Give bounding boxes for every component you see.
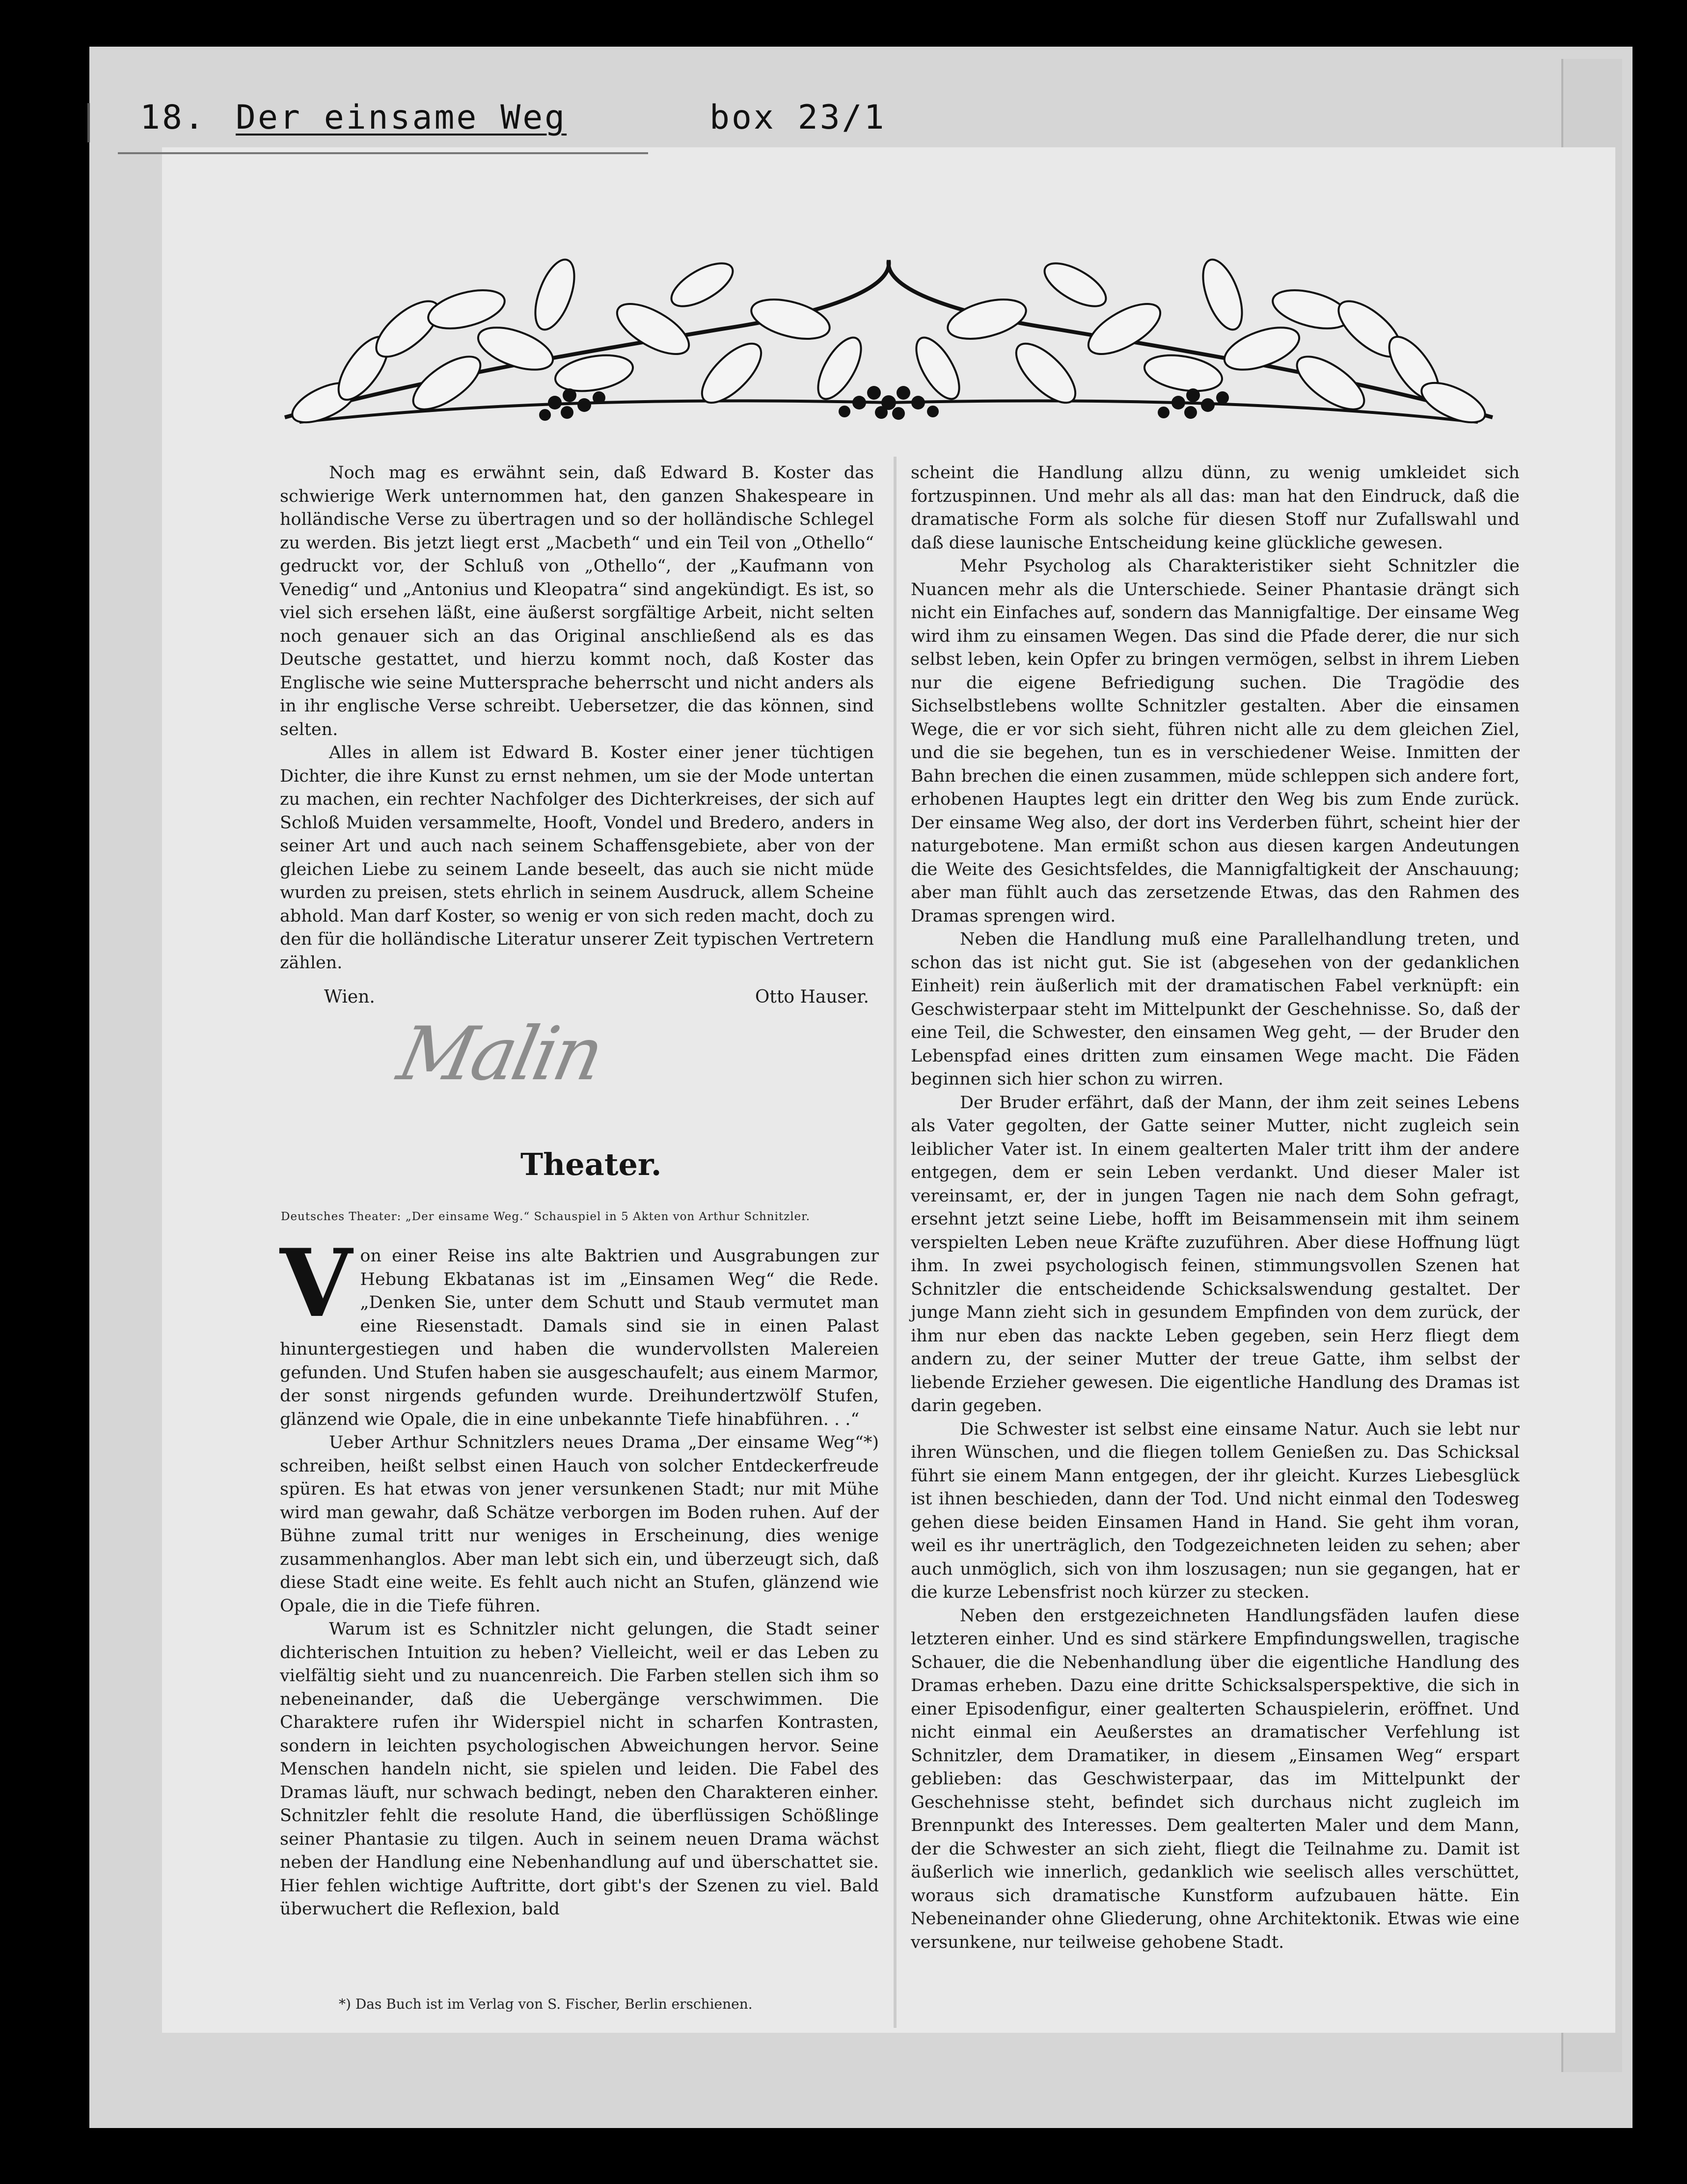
paragraph: Die Schwester ist selbst eine einsame Natur. Auch sie lebt nur ihren Wünschen, und die fliegen tollem Genießen zu. Das Schicksal führt sie einem Mann entgegen, der ihr gleicht. Kurzes Liebesglück ist ihnen beschieden, dann der Tod. Und nicht einmal den Todesweg gehen diese beiden Einsamen Hand in Hand. Sie geht ihm voran, weil es ihr unerträglich, den Todgezeichneten leiden zu sehen; aber auch unmöglich, sich von ihm loszusagen; nun sie gegangen, hat er die kurze Lebensfrist noch kürzer zu stecken. [911, 1419, 1520, 1602]
playbill-line: Deutsches Theater: „Der einsame Weg.“ Schauspiel in 5 Akten von Arthur Schnitzler. [281, 1210, 811, 1223]
archive-title: Der einsame Weg [236, 98, 567, 137]
left-column-top [280, 462, 874, 975]
opening-text: on einer Reise ins alte Baktrien und Ausgrabungen zur Hebung Ekbatanas ist im „Einsamen Weg“ die Rede. „Denken Sie, unter dem Schutt und Staub vermutet man eine Riesenstadt. Damals sind sie in einen Palast hinuntergestiegen und haben die wundervollsten Malereien gefunden. Und Stufen haben sie ausgeschaufelt; aus einem Marmor, der sonst nirgends gefunden wurde. Dreihundertzwölf Stufen, glänzend wie Opale, die in eine unbekannte Tiefe hinabführen. . .“ [280, 1246, 879, 1429]
paragraph: Noch mag es erwähnt sein, daß Edward B. Koster das schwierige Werk unternommen hat, den ganzen Shakespeare in holländische Verse zu übertragen und so der holländische Schlegel zu werden. Bis jetzt liegt erst „Macbeth“ und ein Teil von „Othello“ gedruckt vor, der Schluß von „Othello“, der „Kaufmann von Venedig“ und „Antonius und Kleopatra“ sind angekündigt. Es ist, so viel sich ersehen läßt, eine äußerst sorgfältige Arbeit, nicht selten noch genauer sich an das Original anschließend als es das Deutsche gestattet, und hierzu kommt noch, daß Koster das Englische wie seine Muttersprache beherrscht und nicht anders als in ihr englische Verse schreibt. Uebersetzer, die das können, sind selten. [280, 463, 874, 739]
section-heading: Theater. [520, 1147, 662, 1182]
paragraph: Alles in allem ist Edward B. Koster einer jener tüchtigen Dichter, die ihre Kunst zu ernst nehmen, um sie der Mode untertan zu machen, ein rechter Nachfolger des Dichterkreises, der sich auf Schloß Muiden versammelte, Hooft, Vondel und Bredero, anders in seiner Art und auch nach seinem Schaffensgebiete, aber von der gleichen Liebe zu seinem Lande beseelt, das auch sie nicht müde wurden zu preisen, stets ehrlich in seinem Ausdruck, allem Scheine abhold. Man darf Koster, so wenig er von sich reden macht, doch zu den für die holländische Literatur unserer Zeit typischen Vertretern zählen. [280, 743, 874, 973]
opening-paragraph [280, 1228, 879, 1431]
paragraph: scheint die Handlung allzu dünn, zu wenig umkleidet sich fortzuspinnen. Und mehr als all das: man hat den Eindruck, daß die dramatische Form als solche für diesen Stoff nur Zufallswahl und daß diese launische Entscheidung keine glückliche gewesen. [911, 463, 1520, 553]
dropcap: V [280, 1228, 353, 1338]
handwritten-note: Malin [391, 1011, 609, 1097]
label-rule [118, 152, 648, 154]
paragraph: Neben die Handlung muß eine Parallelhandlung treten, und schon das ist nicht gut. Sie ist (abgesehen von der gedanklichen Einheit) rein äußerlich mit der dramatischen Fabel verknüpft: ein Geschwisterpaar steht im Mittelpunkt der Geschehnisse. So, daß der eine Teil, die Schwester, den einsamen Weg geht, — der Bruder den Lebenspfad eines dritten zum einsamen Wege macht. Die Fäden beginnen sich hier schon zu wirren. [911, 929, 1520, 1089]
archive-number: 18. [140, 98, 206, 137]
paragraph: Der Bruder erfährt, daß der Mann, der ihm zeit seines Lebens als Vater gegolten, der Gatte seiner Mutter, nicht zugleich sein leiblicher Vater ist. In einem gealterten Maler tritt ihm der andere entgegen, dem er sein Leben verdankt. Und dieser Maler ist vereinsamt, er, der in jungen Tagen nie nach dem Sohn gefragt, ersehnt jetzt seine Liebe, hofft im Beisammensein mit ihm seinem verspielten Leben neue Kräfte zuzuführen. Aber diese Hoffnung lügt ihm. In zwei psychologisch feinen, stimmungsvollen Szenen hat Schnitzler die entscheidende Schicksalswendung gestaltet. Der junge Mann zieht sich in gesundem Empfinden von dem zurück, der ihm nur eben das nackte Leben gegeben, sein Herz fliegt dem andern zu, der seiner Mutter der treue Gatte, ihm selbst der liebende Erzieher gewesen. Die eigentliche Handlung des Dramas ist darin gegeben. [911, 1092, 1520, 1416]
column-fold-line [894, 457, 897, 2028]
corner-mark [87, 103, 90, 142]
place: Wien. [324, 987, 375, 1007]
archive-box: box 23/1 [709, 98, 886, 137]
footnote: *) Das Buch ist im Verlag von S. Fischer, Berlin erschienen. [339, 1996, 753, 2012]
paragraph: Ueber Arthur Schnitzlers neues Drama „Der einsame Weg“*) schreiben, heißt selbst einen Hauch von solcher Entdeckerfreude spüren. Es hat etwas von jener versunkenen Stadt; nur mit Mühe wird man gewahr, daß Schätze verborgen im Boden ruhen. Auf der Bühne zumal tritt nur weniges in Erscheinung, dies wenige zusammenhanglos. Aber man lebt sich ein, und überzeugt sich, daß diese Stadt eine weite. Es fehlt auch nicht an Stufen, glänzend wie Opale, die in die Tiefe führen. [280, 1433, 879, 1616]
paragraph: Neben den erstgezeichneten Handlungsfäden laufen diese letzteren einher. Und es sind stärkere Empfindungswellen, tragische Schauer, die die Nebenhandlung über die eigentliche Handlung des Dramas erheben. Dazu eine dritte Schicksalsperspektive, die sich in einer Episodenfigur, einer gealterten Schauspielerin, eröffnet. Und nicht einmal ein Aeußerstes an dramatischer Verfehlung ist Schnitzler, dem Dramatiker, in diesem „Einsamen Weg“ erspart geblieben: das Geschwisterpaar, das im Mittelpunkt der Geschehnisse steht, befindet sich durchaus nicht zugleich im Brennpunkt des Interesses. Dem gealterten Maler und dem Mann, der die Schwester an sich zieht, fliegt die Teilnahme zu. Damit ist äußerlich wie innerlich, gedanklich wie seelisch alles verschüttet, woraus sich dramatische Kunstform aufzubauen hätte. Ein Nebeneinander ohne Gliederung, ohne Architektonik. Etwas wie eine versunkene, nur teilweise gehobene Stadt. [911, 1606, 1520, 1952]
left-column-review [280, 1228, 879, 1921]
leaf-vignette-icon [280, 255, 1497, 437]
right-column [911, 462, 1520, 1954]
author: Otto Hauser. [755, 987, 869, 1007]
paragraph: Warum ist es Schnitzler nicht gelungen, die Stadt seiner dichterischen Intuition zu heben? Vielleicht, weil er das Leben zu vielfältig sieht und zu nuancenreich. Die Farben stellen sich ihm so nebeneinander, daß die Uebergänge verschwimmen. Die Charaktere rufen ihr Widerspiel nicht in scharfen Kontrasten, sondern in leichten psychologischen Abweichungen hervor. Seine Menschen handeln nicht, sie spielen und leiden. Die Fabel des Dramas läuft, nur schwach bedingt, neben den Charakteren einher. Schnitzler fehlt die resolute Hand, die überflüssigen Schößlinge seiner Phantasie zu tilgen. Auch in seinem neuen Drama wächst neben der Handlung eine Nebenhandlung auf und überschattet sie. Hier fehlen wichtige Auftritte, dort gibt's der Szenen zu viel. Bald überwuchert die Reflexion, bald [280, 1619, 879, 1919]
signature-line [324, 987, 869, 1007]
paragraph: Mehr Psycholog als Charakteristiker sieht Schnitzler die Nuancen mehr als die Unterschiede. Seiner Phantasie drängt sich nicht ein Einfaches auf, sondern das Mannigfaltige. Der einsame Weg wird ihm zu einsamen Wegen. Das sind die Pfade derer, die nur sich selbst leben, kein Opfer zu bringen vermögen, selbst in ihrem Lieben nur die eigene Befriedigung suchen. Die Tragödie des Sichselbstlebens wollte Schnitzler gestalten. Aber die einsamen Wege, die er vor sich sieht, führen nicht alle zu dem gleichen Ziel, und die sie begehen, tun es in verschiedener Weise. Inmitten der Bahn brechen die einen zusammen, müde schleppen sich andere fort, erhobenen Hauptes legt ein dritter den Weg bis zum Ende zurück. Der einsame Weg also, der dort ins Verderben führt, scheint hier der naturgebotene. Man ermißt schon aus diesen kargen Andeutungen die Weite des Gesichtsfeldes, die Mannigfaltigkeit der Anschauung; aber man fühlt auch das zersetzende Etwas, das den Rahmen des Dramas sprengen wird. [911, 556, 1520, 926]
